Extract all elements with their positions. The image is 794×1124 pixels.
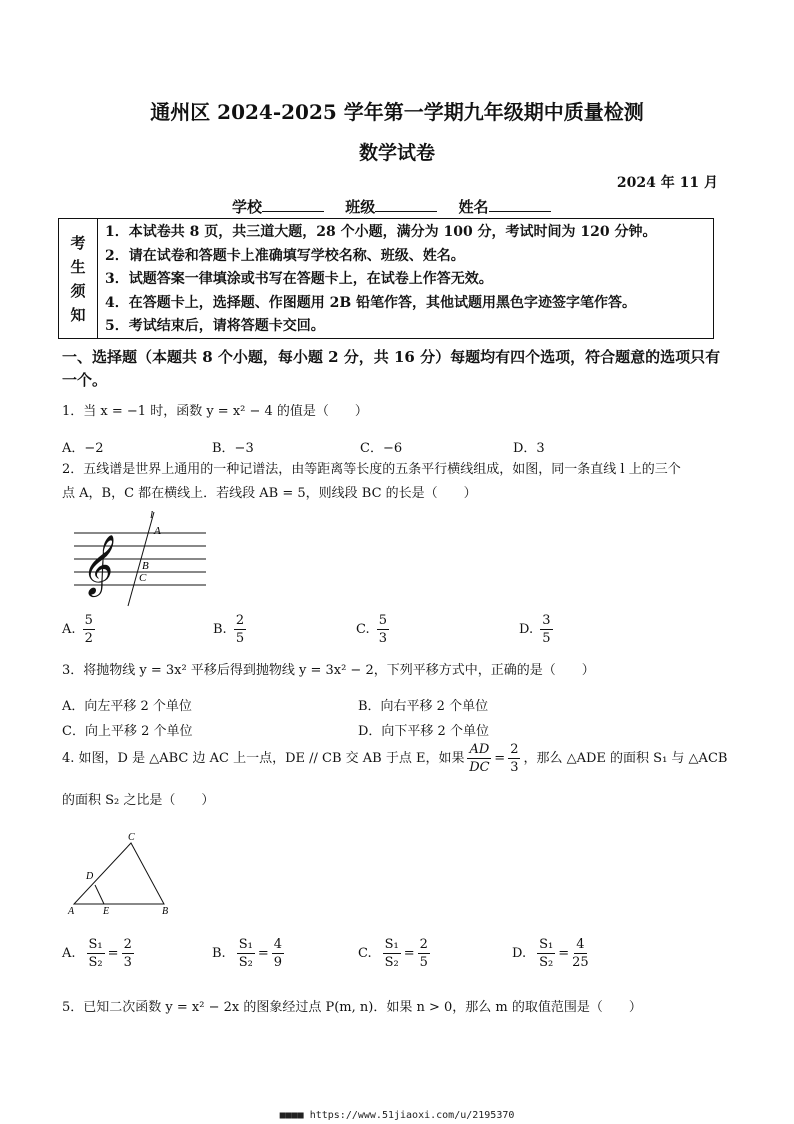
q2-option-d	[519, 612, 556, 647]
label-e: E	[103, 906, 110, 917]
q4-option-b: B. $\frac{\text{S₁}}{\text{S₂}}$ = $\frac{4}{9}$	[212, 937, 282, 970]
option-label: B.	[212, 946, 226, 961]
student-info-line	[232, 196, 567, 217]
option-label: D.	[512, 946, 527, 961]
question-1: 1．当 x = −1 时，函数 y = x² − 4 的值是（ ）	[62, 404, 368, 419]
fraction-s1-s2	[383, 936, 401, 971]
q3-option-c: C．向上平移 2 个单位	[62, 724, 193, 739]
option-label: A.	[62, 946, 76, 961]
q2-option-c	[356, 612, 392, 647]
fraction-two-thirds	[508, 741, 520, 776]
treble-clef-icon: 𝄞	[80, 537, 111, 594]
exam-subtitle: 数学试卷	[358, 142, 435, 164]
numerator: 5	[378, 613, 388, 628]
denominator: S₂	[539, 955, 554, 970]
numerator: 2	[419, 937, 428, 952]
label-a: A	[154, 525, 161, 537]
denominator: 3	[378, 631, 388, 646]
fraction	[572, 936, 589, 971]
school-blank	[262, 197, 324, 212]
numerator: S₁	[88, 937, 103, 952]
class-blank	[375, 197, 437, 212]
label-b: B	[142, 560, 149, 572]
notice-item: 2．请在试卷和答题卡上准确填写学校名称、班级、姓名。	[105, 247, 465, 264]
fraction-ad-dc	[467, 741, 491, 776]
fraction-s1-s2	[537, 936, 555, 971]
fraction	[122, 936, 134, 971]
denominator: 5	[419, 955, 428, 970]
notice-heading	[59, 219, 98, 338]
question-4-line1	[62, 741, 727, 776]
option-label: A.	[62, 622, 76, 637]
option-label: B.	[213, 622, 227, 637]
label-c: C	[139, 572, 147, 584]
denominator: 5	[235, 631, 245, 646]
option-label: C.	[356, 622, 370, 637]
denominator: 9	[273, 955, 282, 970]
triangle-figure	[62, 830, 182, 920]
numerator: 4	[576, 937, 585, 952]
q4-text-b: ，那么 △ADE 的面积 S₁ 与 △ACB	[523, 750, 728, 766]
exam-date: 2024 年 11 月	[616, 175, 718, 191]
numerator: S₁	[384, 937, 399, 952]
denominator: S₂	[88, 955, 103, 970]
numerator: 2	[510, 742, 519, 757]
section-heading: 一、选择题（本题共 8 个小题，每小题 2 分，共 16 分）每题均有四个选项，符合题意的选项只有一个。	[62, 348, 721, 389]
q4-option-c: C. $\frac{\text{S₁}}{\text{S₂}}$ = $\frac{2}{5}$	[358, 937, 428, 970]
numerator: 5	[84, 613, 93, 628]
q1-option-a: A．−2	[62, 441, 104, 456]
label-d: D	[86, 871, 94, 882]
notice-head-char: 知	[70, 305, 86, 324]
class-label: 班级	[345, 198, 376, 216]
equals-sign: =	[494, 750, 506, 766]
notice-head-char: 生	[70, 257, 86, 276]
question-5: 5．已知二次函数 y = x² − 2x 的图象经过点 P(m, n)．如果 n > 0，那么 m 的取值范围是（ ）	[62, 1000, 642, 1015]
denominator: S₂	[384, 955, 399, 970]
notice-box	[58, 218, 714, 339]
q1-option-d: D．3	[513, 441, 545, 456]
notice-items	[105, 221, 657, 339]
exam-title: 通州区 2024-2025 学年第一学期九年级期中质量检测	[150, 100, 644, 124]
numerator: 3	[542, 613, 551, 628]
fraction	[540, 612, 552, 647]
q4-text-a: 4. 如图，D 是 △ABC 边 AC 上一点，DE // CB 交 AB 于点 E，如果	[62, 750, 465, 766]
notice-head-char: 须	[70, 281, 86, 300]
denominator: 2	[84, 631, 93, 646]
numerator: 2	[123, 937, 132, 952]
label-c: C	[128, 832, 135, 843]
q1-option-c: C．−6	[360, 441, 403, 456]
notice-item: 5．考试结束后，请将答题卡交回。	[105, 318, 325, 334]
q3-option-a: A．向左平移 2 个单位	[62, 699, 192, 714]
footer-url: ■■■■ https://www.51jiaoxi.com/u/2195370	[279, 1110, 515, 1121]
school-label: 学校	[232, 198, 263, 216]
label-l: l	[150, 509, 154, 521]
fraction-s1-s2	[237, 936, 255, 971]
staff-figure	[66, 508, 210, 608]
name-blank	[489, 197, 551, 212]
option-label: C.	[358, 946, 372, 961]
fraction	[377, 612, 389, 647]
option-label: D.	[519, 622, 534, 637]
label-b: B	[162, 906, 169, 917]
denominator: 3	[510, 760, 519, 775]
question-2-line2: 点 A，B，C 都在横线上．若线段 AB = 5，则线段 BC 的长是（ ）	[62, 486, 477, 501]
notice-item: 4．在答题卡上，选择题、作图题用 2B 铅笔作答，其他试题用黑色字迹签字笔作答。	[105, 294, 637, 311]
q2-option-a	[62, 612, 98, 647]
q1-option-b: B．−3	[212, 441, 254, 456]
denominator: S₂	[238, 955, 253, 970]
numerator: AD	[469, 742, 490, 757]
question-3: 3．将抛物线 y = 3x² 平移后得到抛物线 y = 3x² − 2，下列平移方式中，正确的是（ ）	[62, 663, 595, 678]
q3-option-b: B．向右平移 2 个单位	[358, 699, 489, 714]
notice-item: 1．本试卷共 8 页，共三道大题，28 个小题，满分为 100 分，考试时间为 120 分钟。	[105, 224, 657, 240]
denominator: 5	[542, 631, 551, 646]
question-4-line2: 的面积 S₂ 之比是（ ）	[62, 793, 215, 808]
numerator: S₁	[238, 937, 253, 952]
q2-option-b	[213, 612, 249, 647]
q3-option-d: D．向下平移 2 个单位	[358, 724, 489, 739]
notice-item: 3．试题答案一律填涂或书写在答题卡上，在试卷上作答无效。	[105, 271, 493, 287]
fraction	[234, 612, 246, 647]
fraction	[272, 936, 284, 971]
fraction-s1-s2	[87, 936, 105, 971]
fraction	[418, 936, 430, 971]
segment-de	[95, 885, 104, 904]
denominator: DC	[469, 760, 490, 775]
denominator: 25	[572, 955, 589, 970]
fraction	[83, 612, 95, 647]
numerator: 2	[235, 613, 245, 628]
q4-option-a: A. $\frac{\text{S₁}}{\text{S₂}}$ = $\frac{2}{3}$	[62, 937, 132, 970]
notice-head-char: 考	[70, 233, 86, 252]
numerator: 4	[273, 937, 282, 952]
denominator: 3	[123, 955, 132, 970]
q4-option-d: D. $\frac{\text{S₁}}{\text{S₂}}$ = $\frac{4}{25}$	[512, 937, 589, 970]
numerator: S₁	[539, 937, 554, 952]
question-2-line1: 2．五线谱是世界上通用的一种记谱法，由等距离等长度的五条平行横线组成，如图，同一条直线 l 上的三个	[62, 462, 681, 477]
label-a: A	[68, 906, 75, 917]
name-label: 姓名	[458, 198, 489, 216]
